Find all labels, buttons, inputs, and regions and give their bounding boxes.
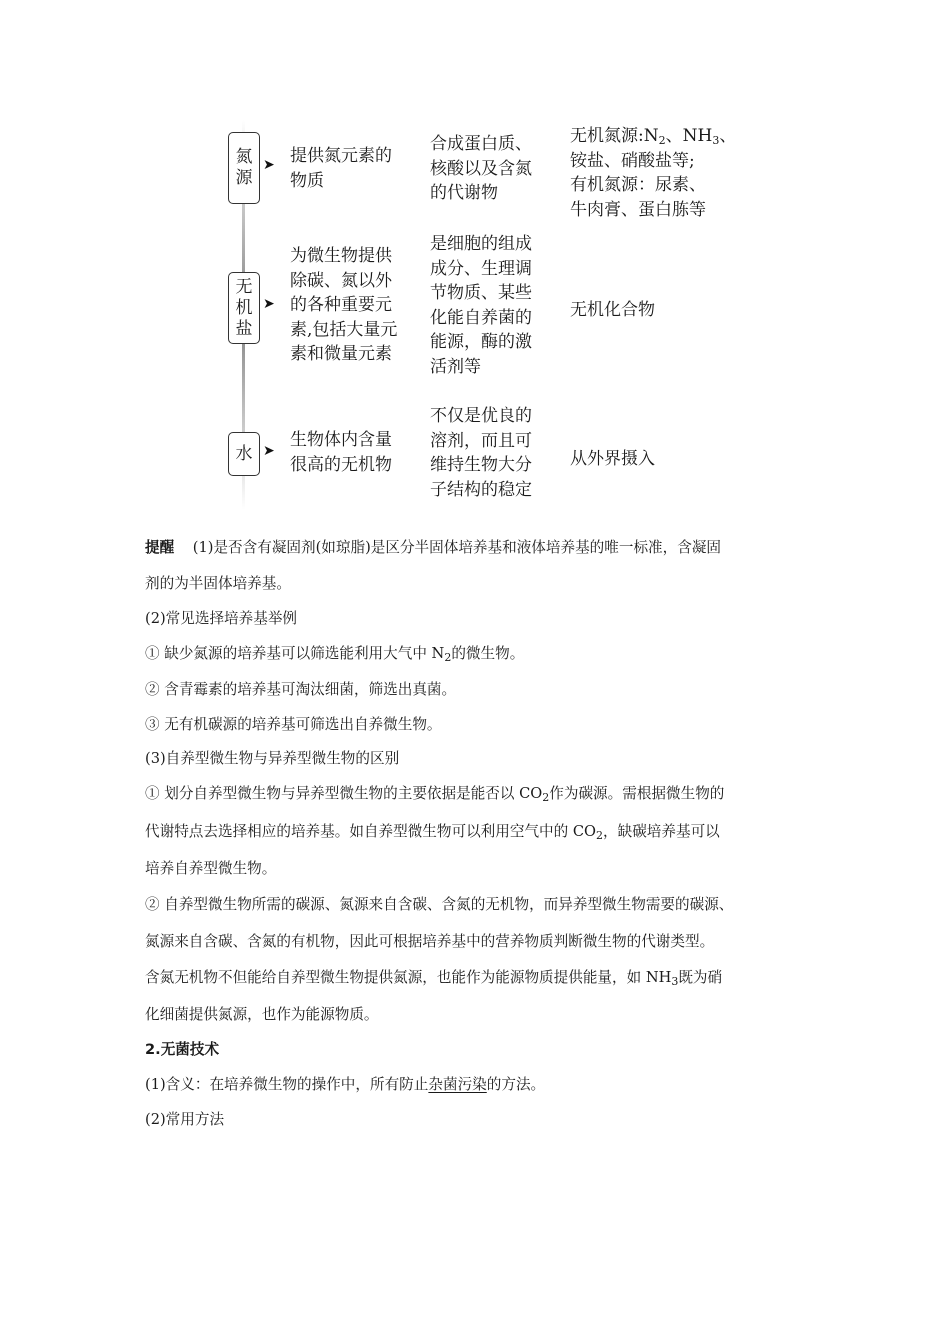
reminder-label: 提醒: [145, 539, 175, 556]
difference-1-line-1: ① 划分自养型微生物与异养型微生物的主要依据是能否以 $CO_2$作为碳源。需根据微生物的: [145, 785, 725, 804]
salt-role: 是细胞的组成 成分、生理调 节物质、某些 化能自养菌的 能源，酶的激 活剂等: [430, 234, 532, 377]
arrow-icon: ➤: [263, 443, 275, 459]
difference-heading: (3)自养型微生物与异养型微生物的区别: [145, 750, 400, 767]
difference-2-line-4: 化细菌提供氮源，也作为能源物质。: [145, 1006, 379, 1023]
arrow-icon: ➤: [263, 157, 275, 173]
reminder-line-1: 提醒 (1)是否含有凝固剂(如琼脂)是区分半固体培养基和液体培养基的唯一标准，含凝固: [145, 539, 722, 556]
common-methods-heading: (2)常用方法: [145, 1111, 225, 1128]
difference-2-line-2: 氮源来自含碳、含氮的有机物，因此可根据培养基中的营养物质判断微生物的代谢类型。: [145, 933, 715, 950]
water-source: 从外界摄入: [570, 449, 655, 469]
difference-1-line-3: 培养自养型微生物。: [145, 860, 277, 877]
water-function: 生物体内含量 很高的无机物: [290, 430, 392, 475]
nutrient-table: [228, 120, 748, 510]
salt-function: 为微生物提供 除碳、氮以外 的各种重要元 素,包括大量元 素和微量元素: [290, 246, 398, 364]
salt-source: 无机化合物: [570, 300, 655, 320]
underlined-term: 杂菌污染: [428, 1076, 487, 1093]
label-nitrogen-source: 氮 源: [228, 132, 260, 204]
difference-2-line-3: 含氮无机物不但能给自养型微生物提供氮源，也能作为能源物质提供能量，如 $NH_3$既为硝: [145, 969, 723, 988]
water-role: 不仅是优良的 溶剂，而且可 维持生物大分 子结构的稳定: [430, 406, 532, 500]
selective-example-1: ① 缺少氮源的培养基可以筛选能利用大气中 $N_2$的微生物。: [145, 645, 525, 664]
selective-media-heading: (2)常见选择培养基举例: [145, 610, 298, 627]
reminder-line-2: 剂的为半固体培养基。: [145, 575, 291, 592]
arrow-icon: ➤: [263, 296, 275, 312]
aseptic-definition: (1)含义：在培养微生物的操作中，所有防止杂菌污染的方法。: [145, 1076, 546, 1093]
difference-2-line-1: ② 自养型微生物所需的碳源、氮源来自含碳、含氮的无机物，而异养型微生物需要的碳源、: [145, 896, 734, 913]
nitrogen-sources: 无机氮源$:N_2$、$NH_3$、 铵盐、硝酸盐等; 有机氮源：尿素、 牛肉膏、蛋白胨等: [570, 126, 737, 220]
nitrogen-role: 合成蛋白质、 核酸以及含氮 的代谢物: [430, 134, 532, 203]
selective-example-3: ③ 无有机碳源的培养基可筛选出自养微生物。: [145, 716, 442, 733]
difference-1-line-2: 代谢特点去选择相应的培养基。如自养型微生物可以利用空气中的 $CO_2$，缺碳培养基可以: [145, 823, 720, 842]
section-heading-aseptic: 2.无菌技术: [145, 1041, 220, 1058]
label-inorganic-salt: 无 机 盐: [228, 272, 260, 344]
nitrogen-function: 提供氮元素的 物质: [290, 146, 392, 191]
label-water: 水: [228, 432, 260, 476]
selective-example-2: ② 含青霉素的培养基可淘汰细菌，筛选出真菌。: [145, 681, 457, 698]
